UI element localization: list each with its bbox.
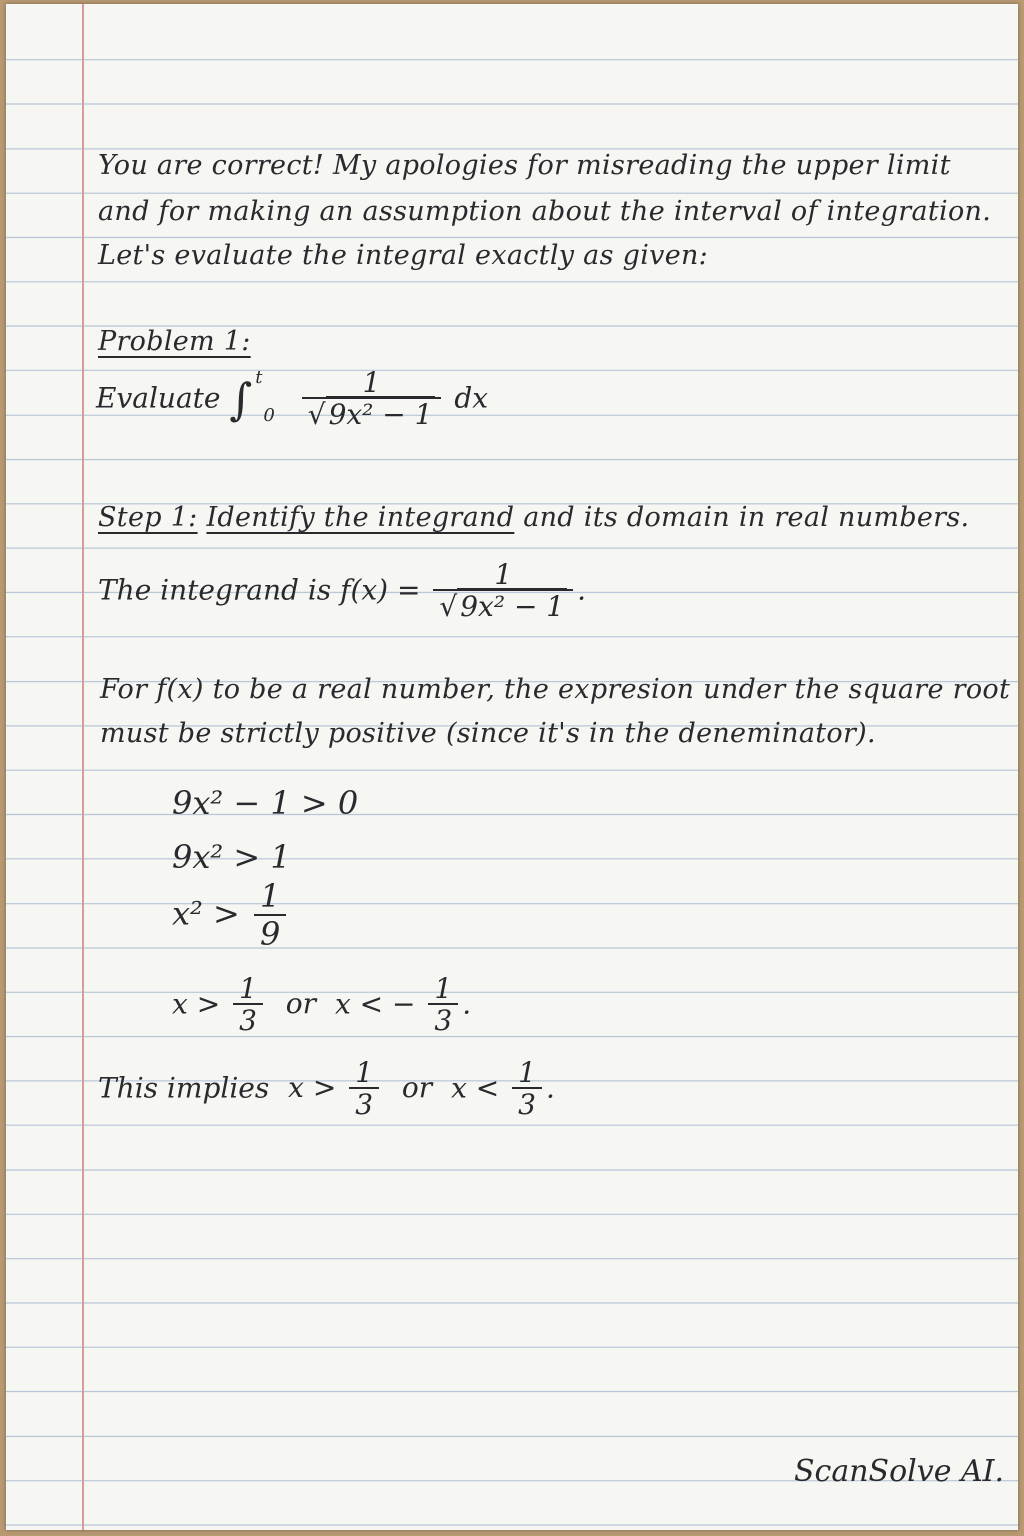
inequality-3 <box>172 877 290 953</box>
lower-limit: 0 <box>263 405 275 427</box>
inequality-4-fraction-1 <box>233 974 263 1038</box>
step-1-underlined: Identify the integrand <box>206 502 515 533</box>
inequality-4 <box>172 974 471 1038</box>
implication-a: x > <box>288 1071 337 1105</box>
fraction-denominator: 3 <box>512 1087 542 1121</box>
radical-sign: √ <box>439 590 458 624</box>
fx-denominator <box>433 589 573 623</box>
differential: dx <box>454 381 489 415</box>
fraction-numerator: 1 <box>355 1056 374 1089</box>
integrand-definition <box>98 560 586 624</box>
intro-line-3: Let's evaluate the integral exactly as given: <box>98 240 709 271</box>
fraction-denominator: 3 <box>349 1087 379 1121</box>
intro-line-1: You are correct! My apologies for misreading the upper limit <box>98 150 951 181</box>
implication-or: or <box>401 1071 433 1105</box>
implication-prefix: This implies <box>98 1071 270 1105</box>
fx-end: . <box>577 573 587 607</box>
implication-fraction-1 <box>349 1058 379 1122</box>
fraction-denominator: 3 <box>428 1003 458 1037</box>
fraction-numerator: 1 <box>260 877 281 915</box>
inequality-3-left: x² > <box>172 894 240 933</box>
notebook-page <box>6 4 1018 1530</box>
integrand-prefix: The integrand is <box>98 573 332 607</box>
inequality-4-end: . <box>462 987 472 1021</box>
fx-fraction <box>433 560 573 624</box>
condition-line-1: For f(x) to be a real number, the expresion under the square root <box>100 674 1011 705</box>
margin-line <box>82 4 84 1530</box>
integrand-numerator: 1 <box>362 366 381 399</box>
fx-radicand: 9x² − 1 <box>457 588 567 623</box>
evaluate-label: Evaluate <box>96 381 221 415</box>
implication-end: . <box>545 1071 555 1105</box>
radical-sign: √ <box>307 398 326 432</box>
fraction-numerator: 1 <box>434 972 453 1005</box>
integral-expression <box>96 368 488 432</box>
inequality-1: 9x² − 1 > 0 <box>172 784 359 822</box>
fx-label: f(x) = <box>340 573 421 607</box>
step-1-label: Step 1: <box>98 502 198 533</box>
implication <box>98 1058 555 1122</box>
implication-fraction-2 <box>512 1058 542 1122</box>
inequality-4-a: x > <box>172 987 221 1021</box>
fx-numerator: 1 <box>494 558 513 591</box>
condition-line-2: must be strictly positive (since it's in the deneminator). <box>100 718 876 749</box>
step-1-rest: and its domain in real numbers. <box>514 502 970 533</box>
inequality-2: 9x² > 1 <box>172 838 291 876</box>
upper-limit: t <box>255 367 263 389</box>
implication-b: x < <box>451 1071 500 1105</box>
signature: ScanSolve AI. <box>794 1454 1005 1489</box>
integral-sign: ∫ <box>229 374 253 426</box>
radicand: 9x² − 1 <box>326 396 436 431</box>
inequality-4-or: or <box>285 987 317 1021</box>
intro-line-2: and for making an assumption about the interval of integration. <box>98 196 992 227</box>
integrand-fraction <box>302 368 442 432</box>
fraction-denominator: 3 <box>233 1003 263 1037</box>
fraction-denominator: 9 <box>254 914 286 953</box>
problem-heading: Problem 1: <box>98 326 251 357</box>
fraction-numerator: 1 <box>518 1056 536 1089</box>
step-1-heading <box>98 502 969 533</box>
inequality-4-fraction-2 <box>428 974 458 1038</box>
integrand-denominator <box>302 397 442 431</box>
inequality-4-b: x < − <box>334 987 416 1021</box>
fraction-numerator: 1 <box>239 972 257 1005</box>
inequality-3-fraction <box>254 877 286 953</box>
